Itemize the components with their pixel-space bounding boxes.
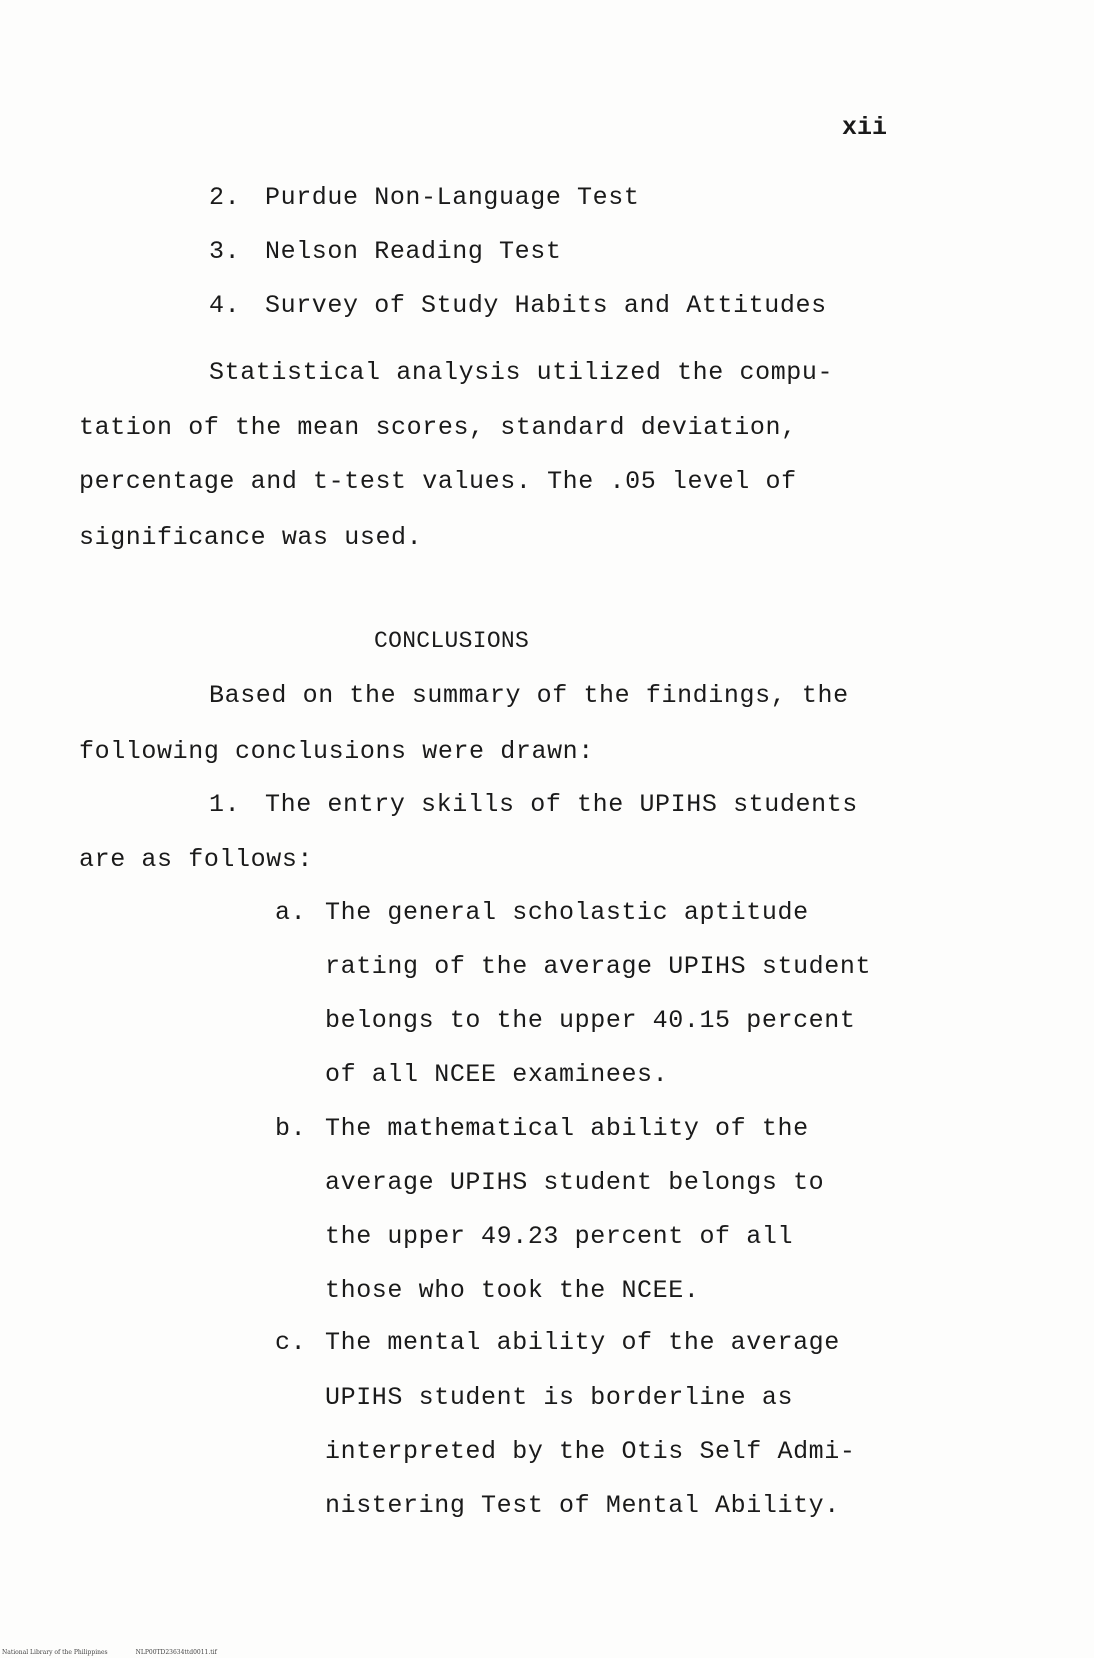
list-item <box>209 237 561 267</box>
subitem-line: UPIHS student is borderline as <box>325 1383 794 1412</box>
paragraph-line: percentage and t-test values. The .05 level of <box>79 467 797 496</box>
subitem-line: belongs to the upper 40.15 percent <box>325 1006 856 1035</box>
subitem-marker: c. <box>275 1328 307 1357</box>
item-text: The entry skills of the UPIHS students <box>265 790 858 819</box>
list-text: Purdue Non-Language Test <box>265 183 640 212</box>
subitem-line: of all NCEE examinees. <box>325 1060 669 1089</box>
list-number: 2. <box>209 183 241 212</box>
subitem-line: nistering Test of Mental Ability. <box>325 1491 840 1520</box>
paragraph-line: significance was used. <box>79 523 423 552</box>
paragraph-line: tation of the mean scores, standard deviation, <box>79 413 797 442</box>
paragraph-line: Statistical analysis utilized the compu- <box>209 358 834 387</box>
subitem-line: The mental ability of the average <box>325 1328 840 1357</box>
paragraph-line: following conclusions were drawn: <box>79 737 594 766</box>
subitem-line: interpreted by the Otis Self Admi- <box>325 1437 856 1466</box>
footer-library: National Library of the Philippines <box>2 1649 108 1656</box>
page-number: xii <box>842 113 888 142</box>
subitem-line: rating of the average UPIHS student <box>325 952 872 981</box>
subitem-line: those who took the NCEE. <box>325 1276 700 1305</box>
list-text: Nelson Reading Test <box>265 237 562 266</box>
subitem-line: The general scholastic aptitude <box>325 898 809 927</box>
subitem-line: the upper 49.23 percent of all <box>325 1222 794 1251</box>
footer-file: NLP00TD23634ttd0011.tif <box>135 1649 217 1656</box>
subitem-marker: a. <box>275 898 307 927</box>
paragraph-line: are as follows: <box>79 845 314 874</box>
list-text: Survey of Study Habits and Attitudes <box>265 291 827 320</box>
list-item <box>209 291 827 321</box>
subitem-line: average UPIHS student belongs to <box>325 1168 825 1197</box>
section-heading: CONCLUSIONS <box>374 628 530 654</box>
subitem-line: The mathematical ability of the <box>325 1114 809 1143</box>
subitem-marker: b. <box>275 1114 307 1143</box>
list-item <box>209 183 639 213</box>
paragraph-line: Based on the summary of the findings, the <box>209 681 849 710</box>
scan-footer <box>2 1649 245 1656</box>
list-number: 3. <box>209 237 241 266</box>
item-number: 1. <box>209 790 241 819</box>
numbered-item <box>209 790 858 820</box>
list-number: 4. <box>209 291 241 320</box>
